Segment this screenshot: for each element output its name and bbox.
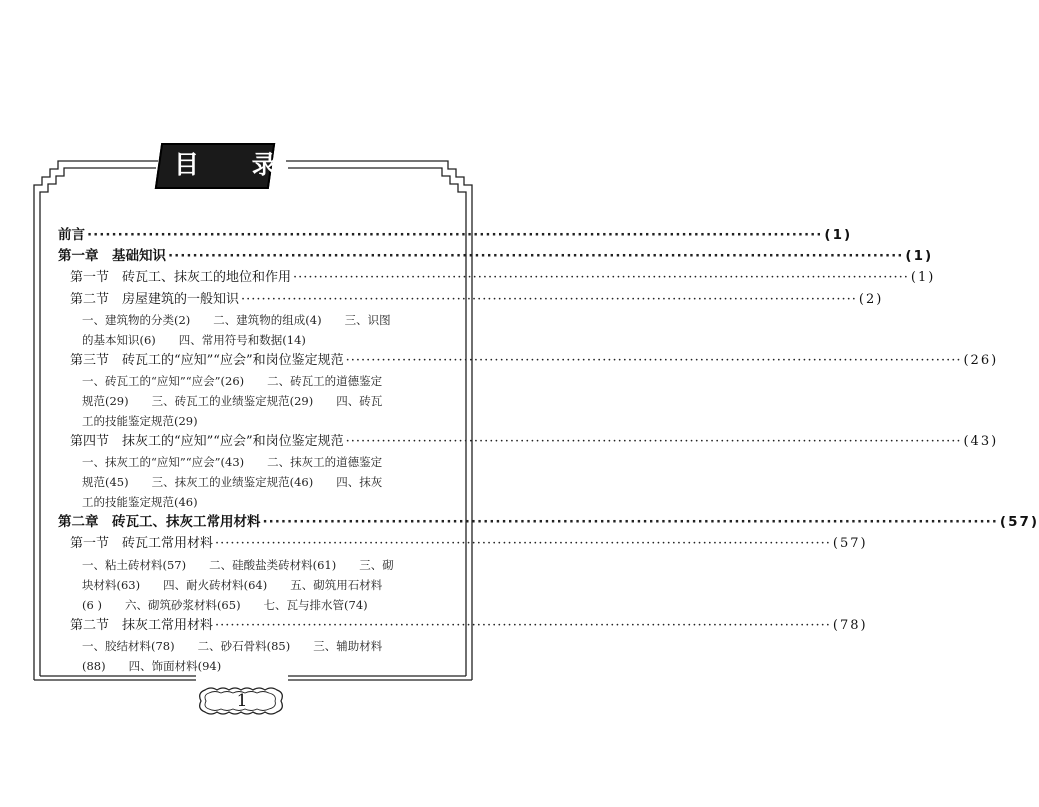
page-number: 1 — [236, 691, 248, 711]
toc-subitems-line: 工的技能鉴定规范(46) — [82, 495, 198, 510]
dot-leader: ························································································································ — [168, 248, 904, 265]
toc-subitems-line: (6 ) 六、砌筑砂浆材料(65) 七、瓦与排水管(74) — [82, 597, 368, 612]
toc-chapter-entry[interactable] — [58, 225, 853, 246]
toc-section-entry[interactable] — [58, 431, 999, 452]
toc-entry-title: 第一节 砖瓦工、抹灰工的地位和作用 — [70, 270, 292, 286]
toc-entry-page: (43) — [963, 433, 999, 449]
toc-section-entry[interactable] — [58, 533, 868, 554]
toc-subitems-line: 一、建筑物的分类(2) 二、建筑物的组成(4) 三、识图 — [82, 312, 391, 327]
toc-entry-title: 第二章 砖瓦工、抹灰工常用材料 — [58, 514, 261, 531]
toc-entry-page: (26) — [963, 352, 999, 368]
toc-section-entry[interactable] — [58, 289, 884, 310]
toc-subitems-line: 规范(29) 三、砖瓦工的业绩鉴定规范(29) 四、砖瓦 — [82, 393, 383, 408]
toc-entry-page: (57) — [832, 536, 868, 552]
dot-leader: ························································································································ — [345, 352, 962, 368]
toc-entry-title: 第二节 抹灰工常用材料 — [70, 617, 214, 633]
table-of-contents — [58, 225, 1039, 676]
toc-entry-page: (78) — [832, 617, 868, 633]
toc-entry-title: 第一章 基础知识 — [58, 248, 166, 265]
dot-leader: ························································································································ — [345, 433, 962, 449]
toc-entry-page: (1) — [824, 227, 853, 243]
dot-leader: ························································································································ — [215, 536, 831, 552]
toc-entry-title: 第二节 房屋建筑的一般知识 — [70, 291, 240, 307]
dot-leader: ························································································································ — [215, 617, 831, 633]
toc-section-entry[interactable] — [58, 350, 999, 371]
toc-subitems-line: 块材料(63) 四、耐火砖材料(64) 五、砌筑用石材料 — [82, 577, 383, 592]
toc-subitems-line: 一、粘土砖材料(57) 二、硅酸盐类砖材料(61) 三、砌 — [82, 557, 394, 572]
toc-subitems-line: (88) 四、饰面材料(94) — [82, 658, 222, 673]
toc-entry-title: 第四节 抹灰工的“应知”“应会”和岗位鉴定规范 — [70, 433, 344, 449]
toc-entry-title: 第三节 砖瓦工的“应知”“应会”和岗位鉴定规范 — [70, 352, 344, 368]
toc-entry-page: (1) — [905, 248, 934, 265]
toc-entry-title: 第一节 砖瓦工常用材料 — [70, 536, 214, 552]
toc-entry-page: (2) — [858, 291, 884, 307]
dot-leader: ························································································································ — [241, 291, 857, 307]
toc-chapter-entry[interactable] — [58, 512, 1039, 533]
page-title: 目 录 — [174, 150, 299, 179]
toc-section-entry[interactable] — [58, 615, 868, 636]
dot-leader: ························································································································ — [262, 514, 998, 531]
toc-entry-page: (57) — [999, 514, 1039, 531]
toc-subitems-line: 一、砖瓦工的“应知”“应会”(26) 二、砖瓦工的道德鉴定 — [82, 373, 383, 388]
toc-subitems-line: 的基本知识(6) 四、常用符号和数据(14) — [82, 332, 306, 347]
toc-entry-title: 前言 — [58, 227, 85, 243]
dot-leader: ························································································································ — [293, 270, 909, 286]
toc-chapter-entry[interactable] — [58, 246, 934, 267]
toc-subitems-line: 一、抹灰工的“应知”“应会”(43) 二、抹灰工的道德鉴定 — [82, 455, 383, 470]
toc-entry-page: (1) — [910, 270, 936, 286]
toc-subitems-line: 规范(45) 三、抹灰工的业绩鉴定规范(46) 四、抹灰 — [82, 475, 383, 490]
toc-section-entry[interactable] — [58, 267, 936, 288]
toc-subitems-line: 一、胶结材料(78) 二、砂石骨料(85) 三、辅助材料 — [82, 638, 383, 653]
toc-subitems-line: 工的技能鉴定规范(29) — [82, 413, 198, 428]
dot-leader: ························································································································ — [87, 227, 823, 243]
